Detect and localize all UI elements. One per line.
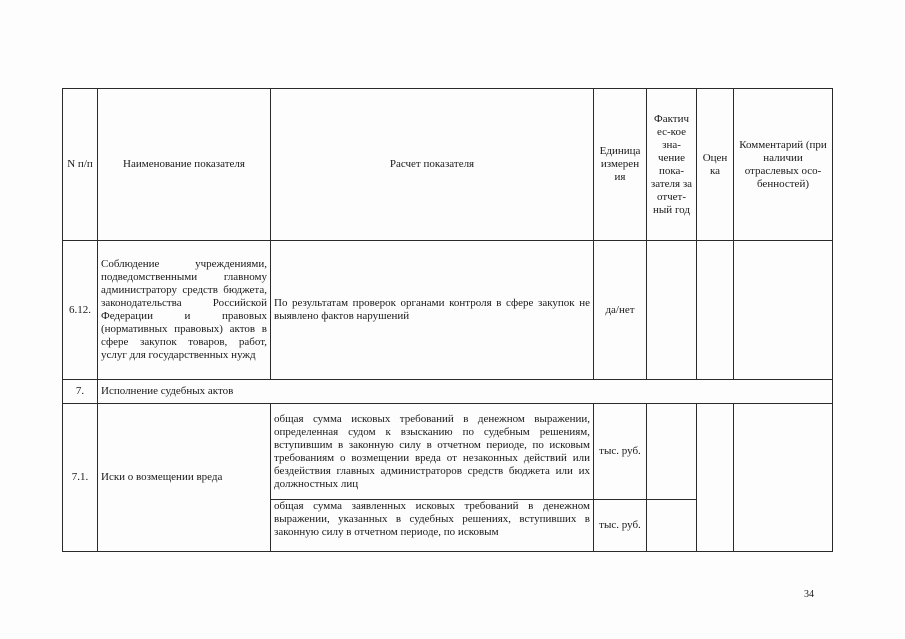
table-row-7	[63, 380, 833, 404]
score-cell	[697, 404, 734, 552]
indicator-name: Соблюдение учреждениями, подведомственными главному администратору средств бюджета, законодательства Российской Федерации и правовых (нормативных правовых) актов в сфере закупок товаров, работ, услуг для государственных нужд	[98, 241, 271, 380]
score-cell	[697, 241, 734, 380]
indicator-unit: тыс. руб.	[594, 500, 647, 552]
row-number: 7.	[63, 380, 98, 404]
header-calculation: Расчет показателя	[271, 89, 594, 241]
header-score: Оцен ка	[697, 89, 734, 241]
actual-value-cell	[647, 404, 697, 500]
row-number: 7.1.	[63, 404, 98, 552]
actual-value-cell	[647, 241, 697, 380]
header-unit: Единица измерен ия	[594, 89, 647, 241]
row-number: 6.12.	[63, 241, 98, 380]
table-row-7-1a	[63, 404, 833, 500]
section-title: Исполнение судебных актов	[98, 380, 833, 404]
page-number: 34	[804, 589, 814, 600]
indicator-unit: тыс. руб.	[594, 404, 647, 500]
indicator-name: Иски о возмещении вреда	[98, 404, 271, 552]
indicator-calculation: По результатам проверок органами контроля в сфере закупок не выявлено фактов нарушений	[271, 241, 594, 380]
header-actual-value: Фактич ес-кое зна- чение пока- зателя за отчет- ный год	[647, 89, 697, 241]
indicator-calculation: общая сумма исковых требований в денежном выражении, определенная судом к взысканию по судебным решениям, вступившим в законную силу в отчетном периоде, по исковым требованиям о возмещении вреда от незаконных действий или бездействия главных администраторов средств бюджета или их должностных лиц	[271, 404, 594, 500]
header-indicator-name: Наименование показателя	[98, 89, 271, 241]
header-comment: Комментарий (при наличии отраслевых осо- бенностей)	[734, 89, 833, 241]
indicator-calculation: общая сумма заявленных исковых требований в денежном выражении, указанных в судебных решениях, вступивших в законную силу в отчетном периоде, по исковым	[271, 500, 594, 552]
header-row	[63, 89, 833, 241]
header-num: N п/п	[63, 89, 98, 241]
comment-cell	[734, 404, 833, 552]
table-row-6-12	[63, 241, 833, 380]
indicator-unit: да/нет	[594, 241, 647, 380]
comment-cell	[734, 241, 833, 380]
indicators-table	[62, 88, 833, 552]
actual-value-cell	[647, 500, 697, 552]
